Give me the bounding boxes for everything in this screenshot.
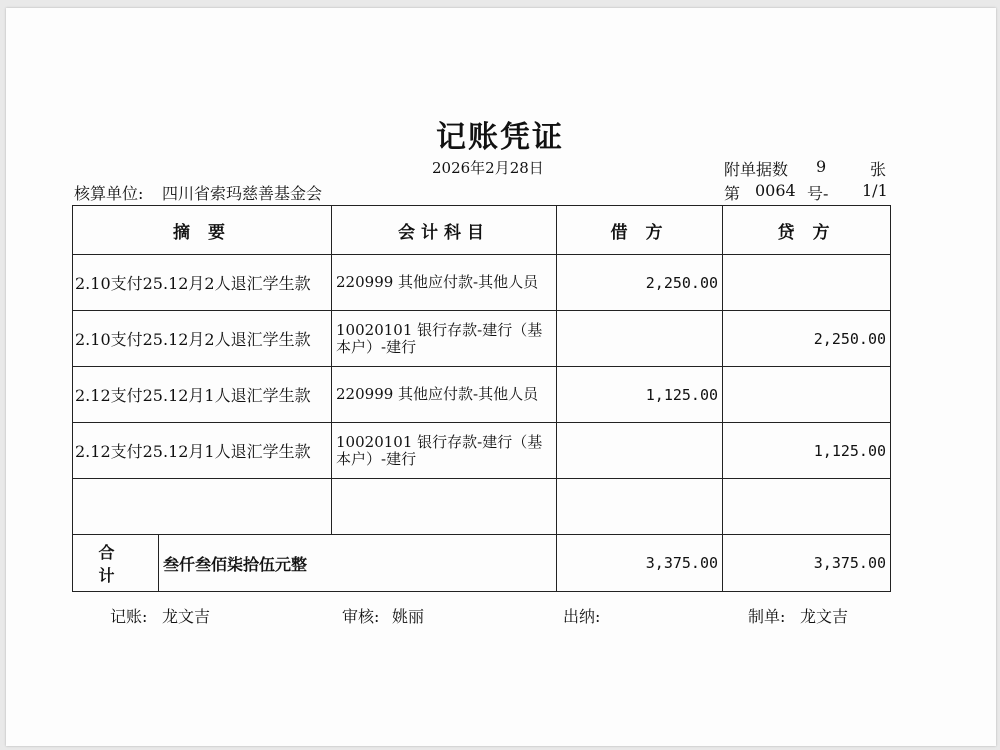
total-debit: 3,375.00 bbox=[557, 535, 723, 592]
entry-summary: 2.10支付25.12月2人退汇学生款 bbox=[73, 311, 332, 367]
entry-account bbox=[332, 479, 557, 535]
entry-account: 220999 其他应付款-其他人员 bbox=[332, 255, 557, 311]
voucher-number-suffix: 号- bbox=[807, 184, 829, 203]
header-credit: 贷 方 bbox=[723, 206, 891, 255]
entry-summary: 2.12支付25.12月1人退汇学生款 bbox=[73, 367, 332, 423]
reviewer-label: 审核: bbox=[342, 607, 380, 626]
table-row bbox=[73, 311, 891, 367]
table-header-row bbox=[73, 206, 891, 255]
bookkeeper-name: 龙文吉 bbox=[162, 607, 211, 626]
entry-credit bbox=[723, 255, 891, 311]
entry-debit bbox=[557, 479, 723, 535]
table-row-empty bbox=[73, 479, 891, 535]
accounting-unit-name: 四川省索玛慈善基金会 bbox=[162, 184, 323, 203]
bookkeeper-label: 记账: bbox=[110, 607, 148, 626]
entry-summary: 2.10支付25.12月2人退汇学生款 bbox=[73, 255, 332, 311]
cashier-label: 出纳: bbox=[563, 607, 601, 626]
total-credit: 3,375.00 bbox=[723, 535, 891, 592]
voucher-title: 记账凭证 bbox=[436, 120, 564, 155]
entry-credit: 1,125.00 bbox=[723, 423, 891, 479]
header-account: 会计科目 bbox=[332, 206, 557, 255]
table-row bbox=[73, 367, 891, 423]
entry-credit: 2,250.00 bbox=[723, 311, 891, 367]
entry-account: 10020101 银行存款-建行（基本户）-建行 bbox=[332, 311, 557, 367]
entry-account: 220999 其他应付款-其他人员 bbox=[332, 367, 557, 423]
total-row bbox=[73, 535, 891, 592]
table-row bbox=[73, 255, 891, 311]
attachments-unit: 张 bbox=[870, 160, 887, 179]
entry-summary: 2.12支付25.12月1人退汇学生款 bbox=[73, 423, 332, 479]
accounting-unit-label: 核算单位: bbox=[74, 184, 144, 203]
entry-debit: 2,250.00 bbox=[557, 255, 723, 311]
ledger-table bbox=[72, 205, 891, 592]
voucher-page: 1/1 bbox=[862, 181, 888, 200]
voucher-date: 2026年2月28日 bbox=[432, 159, 544, 177]
reviewer-name: 姚丽 bbox=[392, 607, 425, 626]
total-label: 合 计 bbox=[73, 535, 159, 592]
voucher-number: 0064 bbox=[755, 181, 796, 200]
preparer-name: 龙文吉 bbox=[800, 607, 849, 626]
entry-summary bbox=[73, 479, 332, 535]
preparer-label: 制单: bbox=[748, 607, 786, 626]
attachments-count: 9 bbox=[816, 157, 827, 176]
header-debit: 借 方 bbox=[557, 206, 723, 255]
voucher-number-prefix: 第 bbox=[724, 184, 741, 203]
header-summary: 摘 要 bbox=[73, 206, 332, 255]
entry-credit bbox=[723, 367, 891, 423]
entry-account: 10020101 银行存款-建行（基本户）-建行 bbox=[332, 423, 557, 479]
attachments-label: 附单据数 bbox=[724, 160, 789, 179]
entry-credit bbox=[723, 479, 891, 535]
table-row bbox=[73, 423, 891, 479]
entry-debit: 1,125.00 bbox=[557, 367, 723, 423]
entry-debit bbox=[557, 423, 723, 479]
total-amount-words: 叁仟叁佰柒拾伍元整 bbox=[159, 535, 557, 592]
entry-debit bbox=[557, 311, 723, 367]
